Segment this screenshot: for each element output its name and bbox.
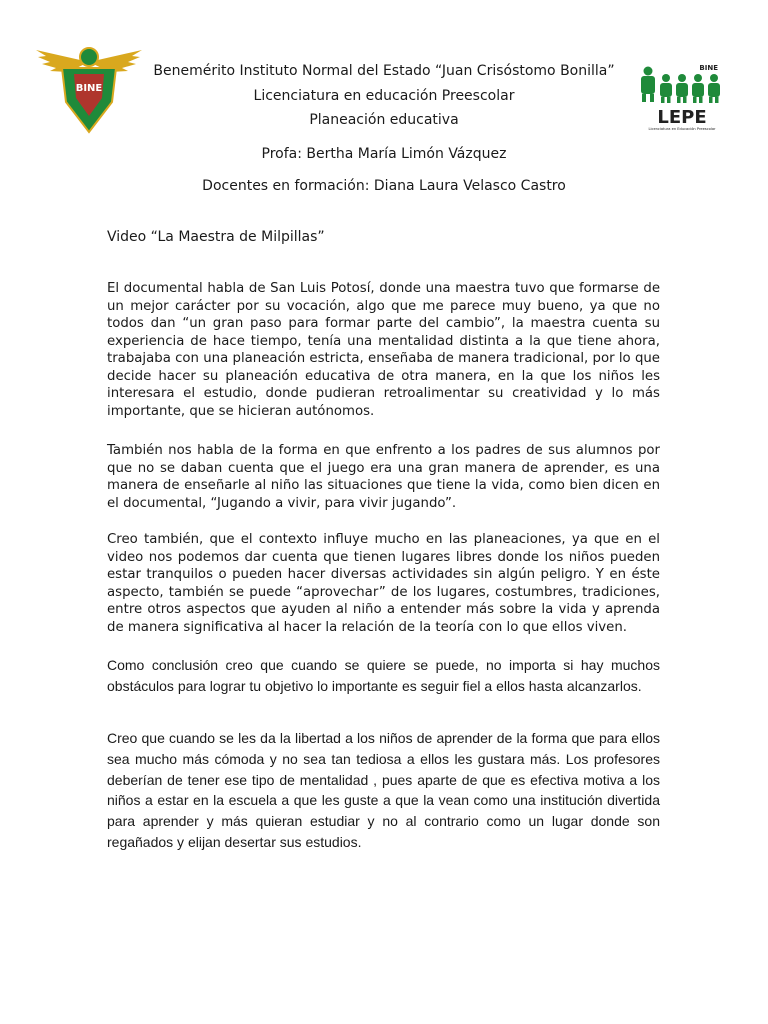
lepe-logo-main-label: LEPE [657, 107, 707, 128]
student-name: Docentes en formación: Diana Laura Velasco Castro [202, 178, 566, 194]
globe-icon [80, 48, 98, 66]
crest-label: BINE [75, 83, 103, 94]
paragraph-1: El documental habla de San Luis Potosí, donde una maestra tuvo que formarse de un mejor carácter por su vocación, algo que me parece muy bueno, ya que no todos dan “un gran paso para formar parte del cambio”, la maestra cuenta su experiencia de hace tiempo, tenía una mentalidad distinta a la que tiene ahora, trabajaba con una planeación estricta, enseñaba de manera tradicional, por lo que decide hacer su planeación educativa de otra manera, en la que los niños les interesara el estudio, donde pudieran retroalimentar su creatividad y lo más importante, que se hicieran autónomos. [107, 281, 660, 419]
course-name: Planeación educativa [309, 112, 459, 128]
paragraph-3: Creo también, que el contexto influye mucho en las planeaciones, ya que en el video nos podemos dar cuenta que tienen lugares libres donde los niños pueden estar tranquilos o pueden hacer diversas actividades sin algún peligro. Y en éste aspecto, también se puede “aprovechar” de los lugares, costumbres, tradiciones, entre otros aspectos que ayuden al niño a entender más sobre la vida y aprenda de manera significativa al hacer la relación de la teoría con lo que ellos viven. [107, 532, 660, 635]
paragraph-2: También nos habla de la forma en que enfrento a los padres de sus alumnos por que no se daban cuenta que el juego era una gran manera de aprender, es una manera de enseñarle al niño las situaciones que tiene la vida, como bien dicen en el documental, “Jugando a vivir, para vivir jugando”. [107, 443, 660, 511]
document-title: Video “La Maestra de Milpillas” [107, 229, 325, 245]
teacher-name: Profa: Bertha María Limón Vázquez [261, 146, 507, 162]
lepe-logo-subtitle: Licenciatura en Educación Preescolar [648, 127, 716, 131]
institution-name: Benemérito Instituto Normal del Estado “Juan Crisóstomo Bonilla” [153, 63, 615, 79]
lepe-logo-top-label: BINE [699, 64, 718, 72]
lepe-logo [636, 62, 728, 132]
paragraph-5: Creo que cuando se les da la libertad a los niños de aprender de la forma que para ellos sea mucho más cómoda y no sea tan tediosa a ellos les gustara más. Los profesores deberían de tener ese tipo de mentalidad , pues aparte de que es efectiva motiva a los niños a estar en la escuela a que les guste a que la vean como una institución divertida para aprender y más quieran estudiar y no al contrario como un lugar donde son regañados y elijan desertar sus estudios. [107, 730, 660, 850]
school-crest-logo [32, 44, 146, 136]
degree-name: Licenciatura en educación Preescolar [253, 88, 515, 104]
paragraph-4: Como conclusión creo que cuando se quiere se puede, no importa si hay muchos obstáculos para lograr tu objetivo lo importante es seguir fiel a ellos hasta alcanzarlos. [107, 657, 660, 694]
